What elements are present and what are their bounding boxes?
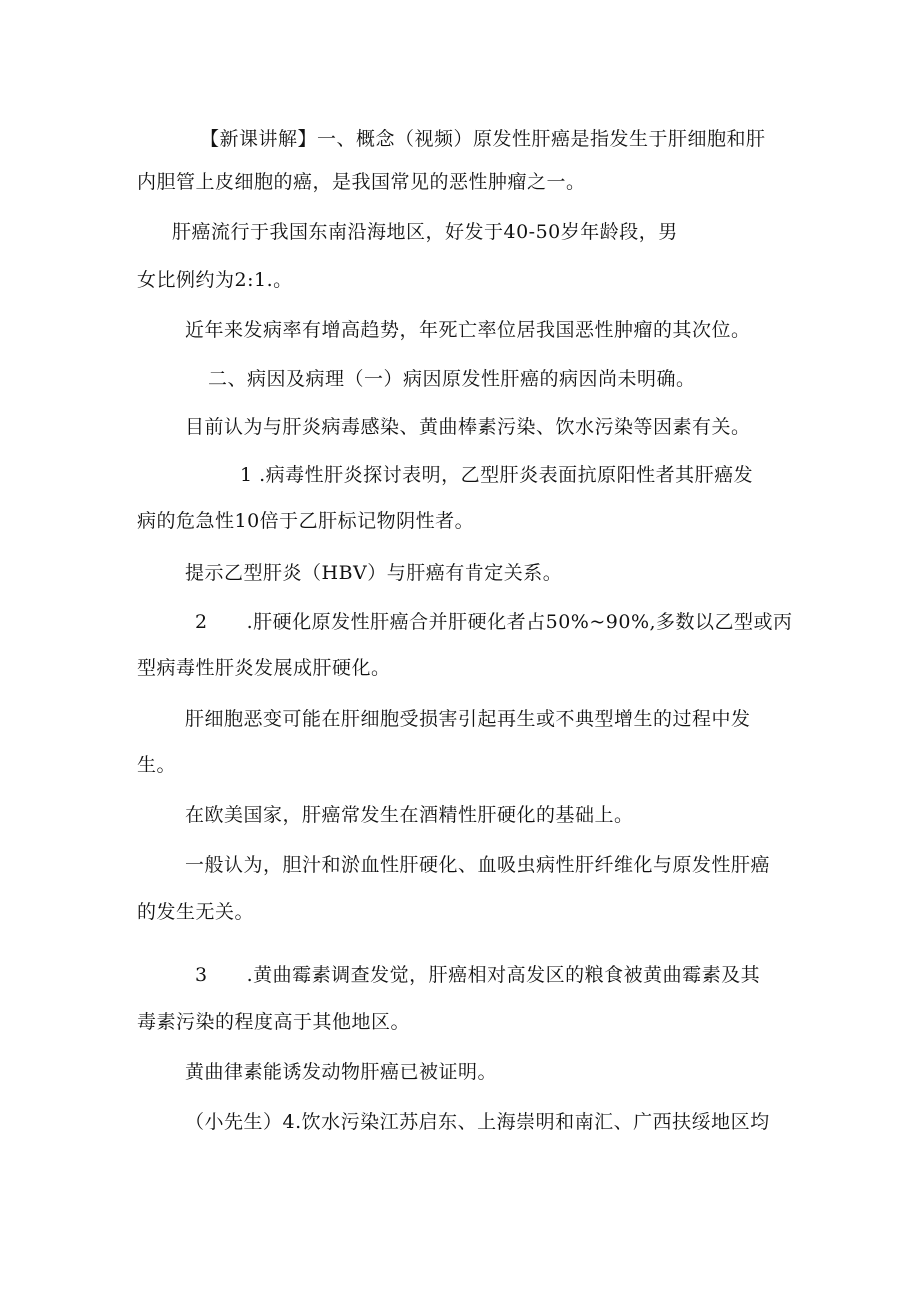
text-line: 内胆管上皮细胞的癌，是我国常见的恶性肿瘤之一。 xyxy=(137,171,586,193)
text-line: 女比例约为2:1.。 xyxy=(137,269,293,291)
text-line: 目前认为与肝炎病毒感染、黄曲棒素污染、饮水污染等因素有关。 xyxy=(185,416,751,438)
text-line: 二、病因及病理（一）病因原发性肝癌的病因尚未明确。 xyxy=(208,368,696,390)
text-line: 2 .肝硬化原发性肝癌合并肝硬化者占50%~90%,多数以乙型或丙 xyxy=(195,611,793,633)
text-line: 毒素污染的程度高于其他地区。 xyxy=(137,1011,411,1033)
text-line: 黄曲律素能诱发动物肝癌已被证明。 xyxy=(185,1061,498,1083)
text-line: 生。 xyxy=(137,754,177,776)
text-line: 病的危急性10倍于乙肝标记物阴性者。 xyxy=(137,510,475,532)
text-line: 肝癌流行于我国东南沿海地区，好发于40-50岁年龄段，男 xyxy=(172,221,678,243)
text-line: （小先生）4.饮水污染江苏启东、上海崇明和南汇、广西扶绥地区均 xyxy=(185,1111,770,1133)
text-line: 在欧美国家，肝癌常发生在酒精性肝硬化的基础上。 xyxy=(185,804,634,826)
text-line: 型病毒性肝炎发展成肝硬化。 xyxy=(137,657,391,679)
text-line: 近年来发病率有增高趋势，年死亡率位居我国恶性肿瘤的其次位。 xyxy=(185,319,751,341)
text-line: 3 .黄曲霉素调查发觉，肝癌相对高发区的粮食被黄曲霉素及其 xyxy=(195,964,761,986)
text-line: 提示乙型肝炎（HBV）与肝癌有肯定关系。 xyxy=(185,562,563,584)
text-line: 肝细胞恶变可能在肝细胞受损害引起再生或不典型增生的过程中发 xyxy=(185,708,751,730)
text-line: 的发生无关。 xyxy=(137,901,255,923)
text-line: 【新课讲解】一、概念（视频）原发性肝癌是指发生于肝细胞和肝 xyxy=(200,128,766,150)
text-line: 1 .病毒性肝炎探讨表明，乙型肝炎表面抗原阳性者其肝癌发 xyxy=(240,464,754,486)
text-line: 一般认为，胆汁和淤血性肝硬化、血吸虫病性肝纤维化与原发性肝癌 xyxy=(185,854,771,876)
